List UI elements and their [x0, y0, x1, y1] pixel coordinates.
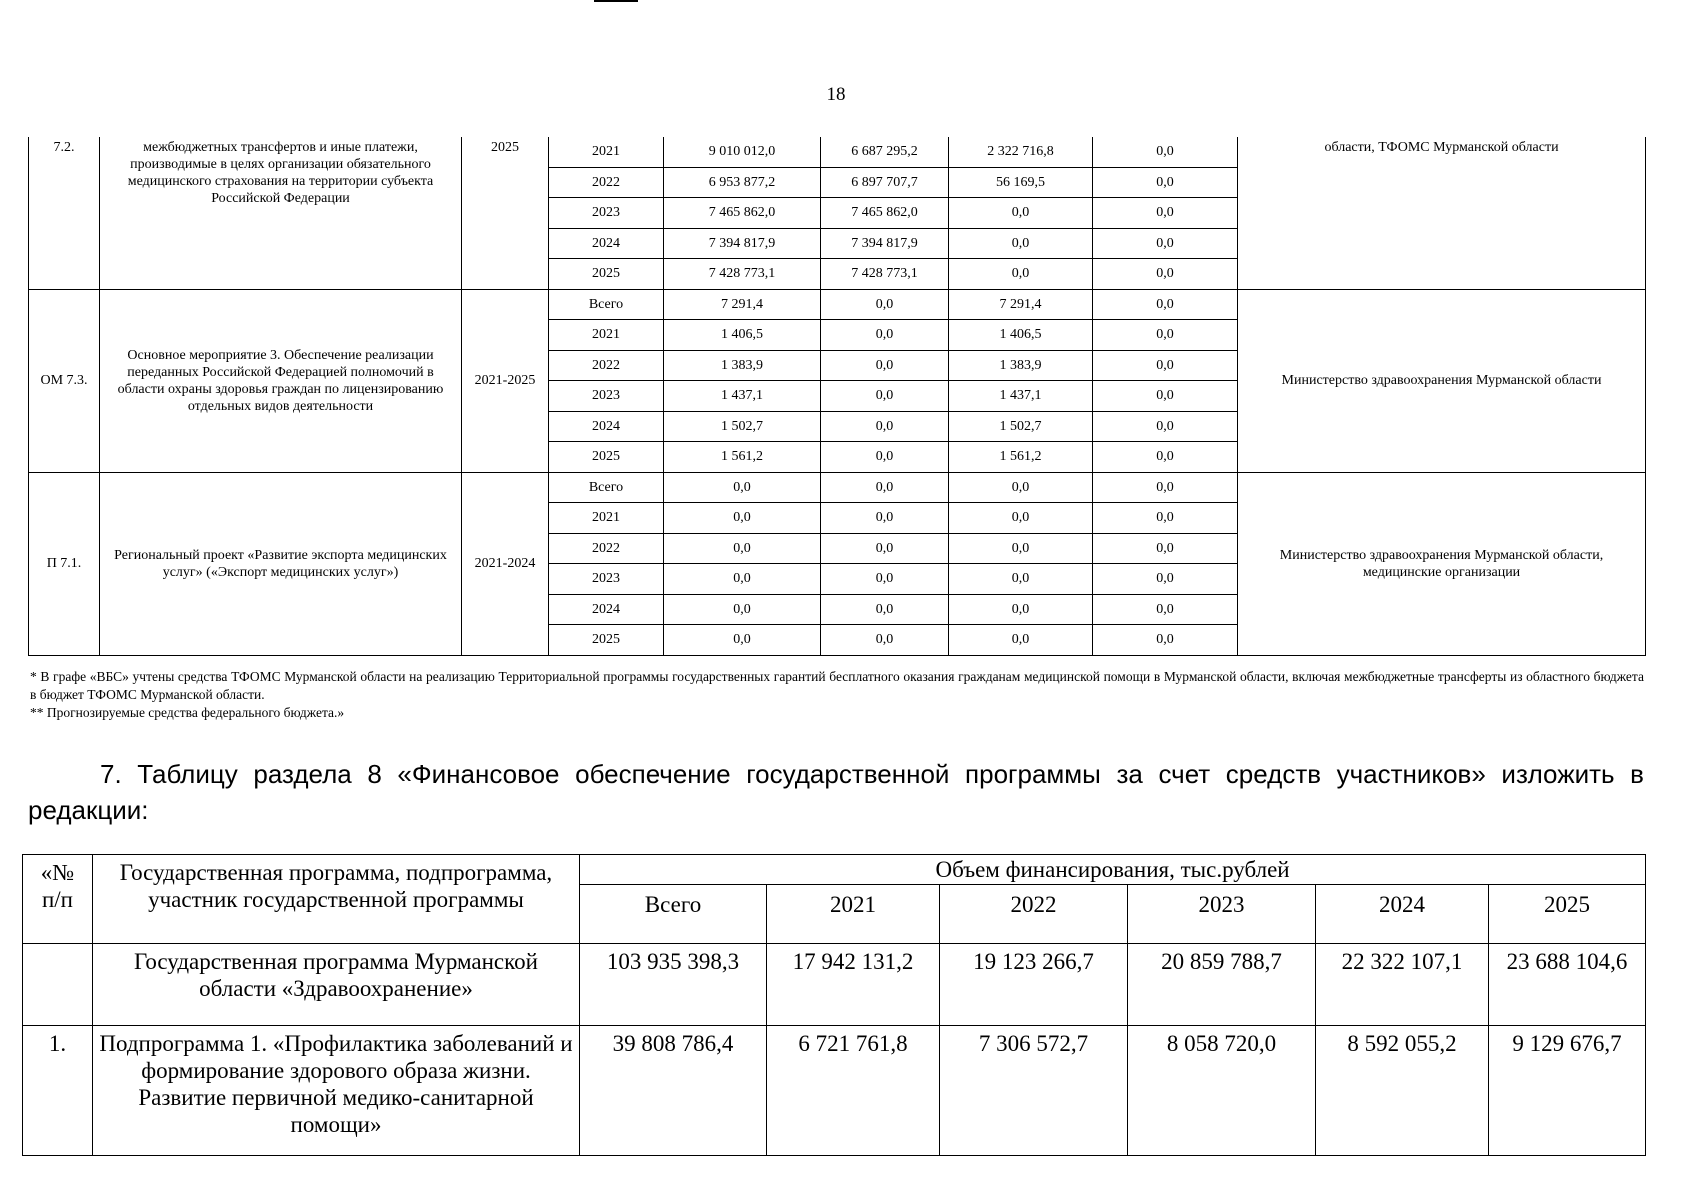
row-year: 2025	[549, 259, 664, 290]
row-value: 0,0	[949, 472, 1093, 503]
row-name: Основное мероприятие 3. Обеспечение реализации переданных Российской Федерацией полномочий в области охраны здоровья граждан по лицензированию отдельных видов деятельности	[100, 289, 462, 472]
row-value: 0,0	[1093, 533, 1238, 564]
row-year: 2022	[549, 167, 664, 198]
row-value: 1 437,1	[949, 381, 1093, 412]
header-col-total: Всего	[580, 885, 767, 944]
row-value: 0,0	[821, 472, 949, 503]
row-value: 0,0	[1093, 228, 1238, 259]
top-rule	[594, 0, 638, 2]
row-period: 2021-2025	[462, 289, 549, 472]
row-value: 0,0	[821, 564, 949, 595]
row-value: 1 561,2	[949, 442, 1093, 473]
table-row	[29, 289, 1646, 320]
row-num	[23, 944, 93, 1026]
row-value: 6 953 877,2	[664, 167, 821, 198]
footnote-federal: ** Прогнозируемые средства федерального бюджета.»	[30, 705, 345, 720]
row-value: 0,0	[821, 625, 949, 656]
row-value: 0,0	[821, 503, 949, 534]
funding-detail-table	[28, 137, 1646, 656]
header-col-2023: 2023	[1128, 885, 1316, 944]
header-col-2024: 2024	[1316, 885, 1489, 944]
row-value: 0,0	[1093, 320, 1238, 351]
row-responsible: Министерство здравоохранения Мурманской области, медицинские организации	[1238, 472, 1646, 655]
row-period: 2021-2024	[462, 472, 549, 655]
row-period: 2025	[462, 137, 549, 289]
page-number: 18	[826, 84, 846, 105]
row-value: 0,0	[664, 472, 821, 503]
row-value: 7 291,4	[949, 289, 1093, 320]
row-value: 1 502,7	[949, 411, 1093, 442]
row-value: 0,0	[949, 533, 1093, 564]
footnote-vbs: * В графе «ВБС» учтены средства ТФОМС Мурманской области на реализацию Территориальной программы государственных гарантий бесплатного оказания гражданам медицинской помощи в Мурманской области, включая межбюджетные трансферты из областного бюджета в бюджет ТФОМС Мурманской области.	[30, 669, 1644, 702]
row-year: 2023	[549, 381, 664, 412]
row-value: 7 306 572,7	[940, 1026, 1128, 1156]
row-value: 8 592 055,2	[1316, 1026, 1489, 1156]
row-value: 0,0	[949, 564, 1093, 595]
row-value: 0,0	[821, 381, 949, 412]
row-responsible: области, ТФОМС Мурманской области	[1238, 137, 1646, 289]
amendment-text: 7. Таблицу раздела 8 «Финансовое обеспечение государственной программы за счет средств участников» изложить в редакции:	[28, 759, 1644, 825]
row-value: 9 129 676,7	[1489, 1026, 1646, 1156]
row-value: 0,0	[821, 594, 949, 625]
row-value: 0,0	[821, 442, 949, 473]
row-value: 1 437,1	[664, 381, 821, 412]
row-value: 0,0	[1093, 381, 1238, 412]
row-value: 0,0	[1093, 564, 1238, 595]
row-value: 7 428 773,1	[821, 259, 949, 290]
row-value: 0,0	[1093, 137, 1238, 167]
row-value: 0,0	[1093, 350, 1238, 381]
row-name: Государственная программа Мурманской области «Здравоохранение»	[93, 944, 580, 1026]
row-value: 22 322 107,1	[1316, 944, 1489, 1026]
row-name: Подпрограмма 1. «Профилактика заболеваний и формирование здорового образа жизни. Развитие первичной медико-санитарной помощи»	[93, 1026, 580, 1156]
row-value: 0,0	[664, 564, 821, 595]
row-year: Всего	[549, 289, 664, 320]
row-value: 19 123 266,7	[940, 944, 1128, 1026]
row-value: 39 808 786,4	[580, 1026, 767, 1156]
row-value: 6 897 707,7	[821, 167, 949, 198]
row-value: 0,0	[949, 259, 1093, 290]
row-value: 103 935 398,3	[580, 944, 767, 1026]
row-value: 0,0	[1093, 594, 1238, 625]
header-program: Государственная программа, подпрограмма, участник государственной программы	[93, 855, 580, 944]
row-value: 20 859 788,7	[1128, 944, 1316, 1026]
row-name: Региональный проект «Развитие экспорта медицинских услуг» («Экспорт медицинских услуг»)	[100, 472, 462, 655]
row-value: 7 394 817,9	[821, 228, 949, 259]
row-value: 0,0	[1093, 289, 1238, 320]
row-value: 23 688 104,6	[1489, 944, 1646, 1026]
header-funding: Объем финансирования, тыс.рублей	[580, 855, 1646, 885]
program-financing-table	[22, 854, 1646, 1156]
row-value: 1 406,5	[664, 320, 821, 351]
row-value: 7 465 862,0	[821, 198, 949, 229]
row-year: Всего	[549, 472, 664, 503]
row-value: 0,0	[664, 503, 821, 534]
row-value: 7 465 862,0	[664, 198, 821, 229]
row-value: 7 394 817,9	[664, 228, 821, 259]
row-value: 0,0	[1093, 198, 1238, 229]
row-code: 7.2.	[29, 137, 100, 289]
row-value: 6 721 761,8	[767, 1026, 940, 1156]
row-value: 0,0	[1093, 259, 1238, 290]
row-value: 8 058 720,0	[1128, 1026, 1316, 1156]
row-value: 17 942 131,2	[767, 944, 940, 1026]
header-col-2025: 2025	[1489, 885, 1646, 944]
row-value: 0,0	[821, 289, 949, 320]
footnotes	[30, 668, 1644, 722]
row-year: 2022	[549, 533, 664, 564]
header-num: «№ п/п	[23, 855, 93, 944]
table-row	[29, 137, 1646, 167]
row-year: 2025	[549, 442, 664, 473]
amendment-paragraph	[28, 756, 1644, 828]
row-value: 7 291,4	[664, 289, 821, 320]
row-year: 2023	[549, 564, 664, 595]
row-responsible: Министерство здравоохранения Мурманской области	[1238, 289, 1646, 472]
table-row	[29, 472, 1646, 503]
row-num: 1.	[23, 1026, 93, 1156]
row-name: межбюджетных трансфертов и иные платежи, производимые в целях организации обязательного медицинского страхования на территории субъекта Российской Федерации	[100, 137, 462, 289]
row-value: 1 502,7	[664, 411, 821, 442]
row-value: 0,0	[1093, 167, 1238, 198]
row-year: 2025	[549, 625, 664, 656]
table-row	[23, 944, 1646, 1026]
row-value: 0,0	[949, 228, 1093, 259]
row-value: 0,0	[821, 533, 949, 564]
row-year: 2021	[549, 320, 664, 351]
header-col-2021: 2021	[767, 885, 940, 944]
row-value: 0,0	[1093, 442, 1238, 473]
row-code: П 7.1.	[29, 472, 100, 655]
row-code: ОМ 7.3.	[29, 289, 100, 472]
row-value: 0,0	[1093, 472, 1238, 503]
row-year: 2023	[549, 198, 664, 229]
row-value: 0,0	[949, 625, 1093, 656]
row-year: 2024	[549, 594, 664, 625]
row-value: 0,0	[664, 533, 821, 564]
row-value: 0,0	[821, 320, 949, 351]
row-value: 9 010 012,0	[664, 137, 821, 167]
row-year: 2021	[549, 137, 664, 167]
row-value: 0,0	[1093, 503, 1238, 534]
row-value: 1 383,9	[949, 350, 1093, 381]
row-value: 0,0	[1093, 625, 1238, 656]
row-value: 1 383,9	[664, 350, 821, 381]
row-value: 0,0	[664, 625, 821, 656]
row-year: 2024	[549, 228, 664, 259]
row-value: 0,0	[1093, 411, 1238, 442]
row-value: 56 169,5	[949, 167, 1093, 198]
row-year: 2022	[549, 350, 664, 381]
row-year: 2024	[549, 411, 664, 442]
row-value: 0,0	[949, 594, 1093, 625]
row-value: 1 561,2	[664, 442, 821, 473]
row-value: 0,0	[664, 594, 821, 625]
row-value: 7 428 773,1	[664, 259, 821, 290]
table-row	[23, 1026, 1646, 1156]
row-year: 2021	[549, 503, 664, 534]
row-value: 1 406,5	[949, 320, 1093, 351]
row-value: 2 322 716,8	[949, 137, 1093, 167]
row-value: 0,0	[821, 350, 949, 381]
row-value: 0,0	[821, 411, 949, 442]
row-value: 6 687 295,2	[821, 137, 949, 167]
row-value: 0,0	[949, 198, 1093, 229]
header-col-2022: 2022	[940, 885, 1128, 944]
row-value: 0,0	[949, 503, 1093, 534]
